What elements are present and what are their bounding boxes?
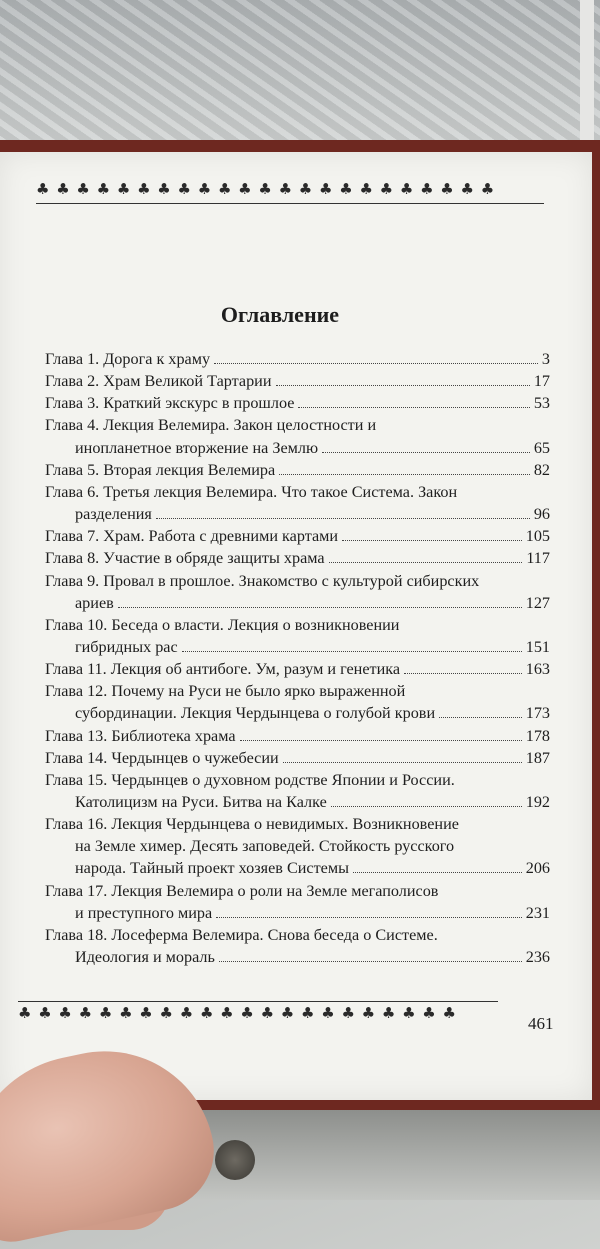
toc-line — [45, 572, 550, 594]
toc-page-number: 53 — [533, 394, 550, 412]
knob — [215, 1140, 255, 1180]
toc-entry-title: Глава 5. Вторая лекция Велемира — [45, 461, 276, 479]
dot-leader — [331, 794, 522, 807]
dot-leader — [219, 949, 522, 962]
toc-page-number: 206 — [525, 859, 550, 877]
toc-page-number: 82 — [533, 461, 550, 479]
toc-entry-title: Глава 18. Лосеферма Велемира. Снова беседа о Системе. — [45, 926, 438, 944]
toc-line — [45, 416, 550, 438]
toc-page-number: 3 — [541, 350, 550, 368]
box-frame — [0, 0, 594, 150]
toc-entry-title: Глава 8. Участие в обряде защиты храма — [45, 549, 325, 567]
toc-line — [45, 350, 550, 372]
toc-entry-title: Глава 10. Беседа о власти. Лекция о возникновении — [45, 616, 400, 634]
top-ornament — [36, 180, 544, 198]
toc-line — [75, 859, 550, 881]
toc-line — [75, 704, 550, 726]
toc-entry-title: Глава 2. Храм Великой Тартарии — [45, 372, 272, 390]
toc-entry-title: Глава 3. Краткий экскурс в прошлое — [45, 394, 295, 412]
toc-line — [75, 594, 550, 616]
toc-line — [75, 505, 550, 527]
toc-page-number: 231 — [525, 904, 550, 922]
toc-entry-title: Глава 9. Провал в прошлое. Знакомство с культурой сибирских — [45, 572, 480, 590]
dot-leader — [216, 905, 522, 918]
toc-entry-title: инопланетное вторжение на Землю — [75, 439, 319, 457]
toc-entry-title: народа. Тайный проект хозяев Системы — [75, 859, 349, 877]
toc-line — [45, 682, 550, 704]
toc-line — [45, 549, 550, 571]
dot-leader — [156, 506, 530, 519]
dot-leader — [182, 639, 522, 652]
toc-line — [75, 439, 550, 461]
toc-entry-title: Глава 1. Дорога к храму — [45, 350, 211, 368]
toc-page-number: 127 — [525, 594, 550, 612]
dot-leader — [439, 705, 522, 718]
dot-leader — [353, 860, 522, 873]
toc-entry-title: и преступного мира — [75, 904, 213, 922]
toc-entry-title: Глава 11. Лекция об антибоге. Ум, разум и генетика — [45, 660, 401, 678]
toc-line — [75, 837, 550, 859]
dot-leader — [279, 462, 530, 475]
dot-leader — [342, 528, 522, 541]
toc-page-number: 163 — [525, 660, 550, 678]
toc-line — [75, 793, 550, 815]
toc-line — [45, 461, 550, 483]
dot-leader — [118, 595, 522, 608]
toc-entry-title: Глава 16. Лекция Чердынцева о невидимых. Возникновение — [45, 815, 459, 833]
toc-page-number: 65 — [533, 439, 550, 457]
ornament-glyphs: ♣ ♣ ♣ ♣ ♣ ♣ ♣ ♣ ♣ ♣ ♣ ♣ ♣ ♣ ♣ ♣ ♣ ♣ ♣ ♣ ♣ ♣ ♣ — [36, 180, 496, 198]
ornament-glyphs: ♣ ♣ ♣ ♣ ♣ ♣ ♣ ♣ ♣ ♣ ♣ ♣ ♣ ♣ ♣ ♣ ♣ ♣ ♣ ♣ ♣ ♣ — [18, 1004, 457, 1022]
toc-entry-title: гибридных рас — [75, 638, 178, 656]
toc-line — [45, 727, 550, 749]
top-ornament-rule — [36, 203, 544, 204]
toc-line — [45, 660, 550, 682]
dot-leader — [240, 728, 522, 741]
toc-line — [75, 638, 550, 660]
bottom-ornament-rule — [18, 1001, 498, 1002]
toc-line — [45, 616, 550, 638]
toc-line — [45, 815, 550, 837]
toc-entry-title: субординации. Лекция Чердынцева о голубой крови — [75, 704, 436, 722]
toc-line — [45, 394, 550, 416]
toc-page-number: 17 — [533, 372, 550, 390]
toc-entry-title: Глава 12. Почему на Руси не было ярко выраженной — [45, 682, 406, 700]
dot-leader — [298, 395, 529, 408]
toc-line — [45, 771, 550, 793]
toc-entry-title: Идеология и мораль — [75, 948, 215, 966]
toc-line — [75, 948, 550, 970]
toc-line — [45, 372, 550, 394]
toc-line — [45, 527, 550, 549]
toc-entry-title: Глава 15. Чердынцев о духовном родстве Японии и России. — [45, 771, 455, 789]
toc-line — [45, 483, 550, 505]
toc-line — [45, 926, 550, 948]
toc-page-number: 96 — [533, 505, 550, 523]
toc-line — [45, 882, 550, 904]
toc-line — [45, 749, 550, 771]
toc-entry-title: Глава 13. Библиотека храма — [45, 727, 236, 745]
toc-entry-title: на Земле химер. Десять заповедей. Стойкость русского — [75, 837, 455, 855]
dot-leader — [329, 550, 523, 563]
toc-entry-title: Глава 6. Третья лекция Велемира. Что такое Система. Закон — [45, 483, 458, 501]
toc-entry-title: Глава 7. Храм. Работа с древними картами — [45, 527, 339, 545]
toc-page-number: 117 — [526, 549, 550, 567]
toc-entry-title: Глава 14. Чердынцев о чужебесии — [45, 749, 279, 767]
dot-leader — [283, 750, 522, 763]
toc-entry-title: разделения — [75, 505, 152, 523]
toc-page-number: 236 — [525, 948, 550, 966]
toc-page-number: 192 — [525, 793, 550, 811]
toc-entry-title: ариев — [75, 594, 114, 612]
toc-line — [75, 904, 550, 926]
toc-entry-title: Католицизм на Руси. Битва на Калке — [75, 793, 327, 811]
toc-page-number: 105 — [525, 527, 550, 545]
dot-leader — [404, 661, 522, 674]
dot-leader — [276, 373, 530, 386]
toc-page-number: 178 — [525, 727, 550, 745]
toc-entry-title: Глава 17. Лекция Велемира о роли на Земле мегаполисов — [45, 882, 439, 900]
toc-page-number: 173 — [525, 704, 550, 722]
page-number: 461 — [528, 1014, 554, 1033]
toc-page-number: 187 — [525, 749, 550, 767]
toc-page-number: 151 — [525, 638, 550, 656]
bottom-ornament — [18, 1004, 498, 1022]
page-title: Оглавление — [220, 302, 340, 327]
dot-leader — [322, 440, 530, 453]
dot-leader — [214, 351, 538, 364]
toc-entry-title: Глава 4. Лекция Велемира. Закон целостности и — [45, 416, 377, 434]
